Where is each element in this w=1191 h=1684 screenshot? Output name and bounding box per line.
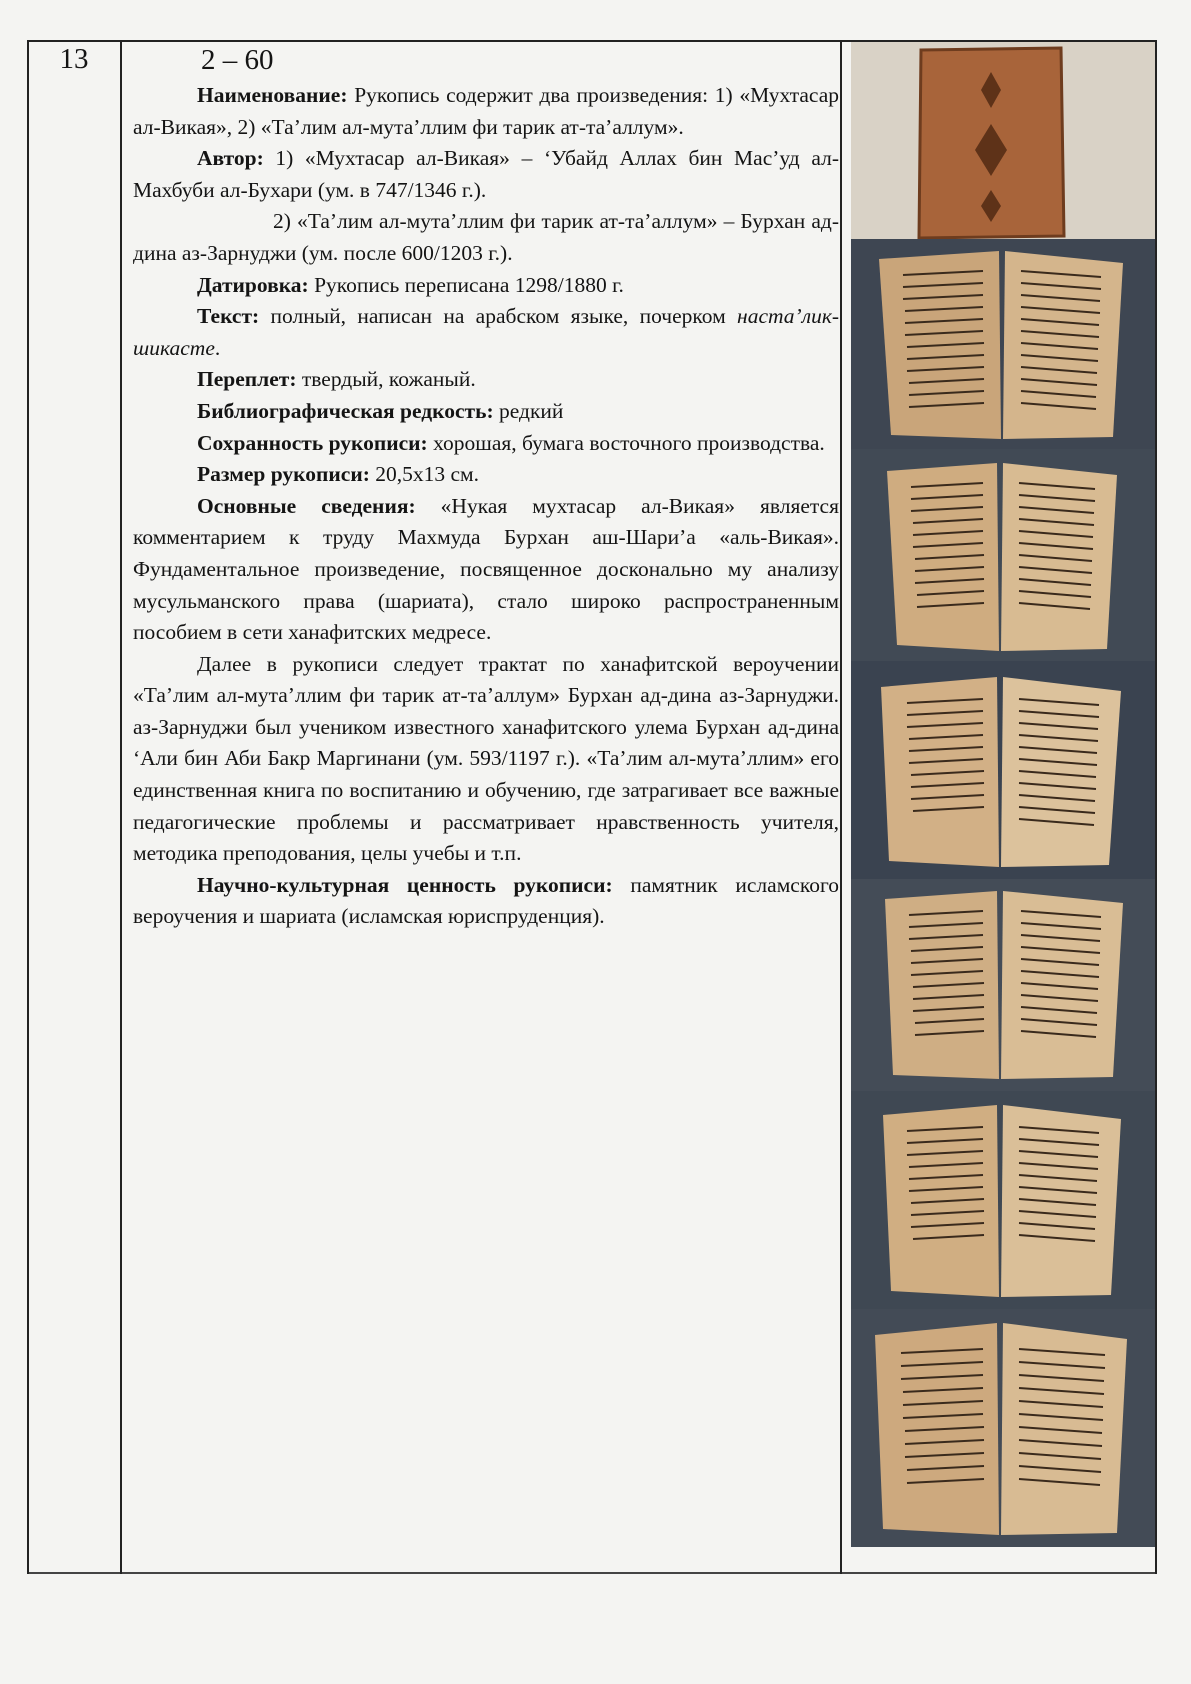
field-name: Наименование: Рукопись содержит два произведения: 1) «Мухтасар ал-Викая», 2) «Та’лим ал-мута’ллим фи тарик ат-та’аллум».	[133, 83, 839, 139]
field-author: Автор: 1) «Мухтасар ал-Викая» – ‘Убайд Аллах бин Мас’уд ал-Махбуби ал-Бухари (ум. в 747/1346 г.).	[133, 146, 839, 202]
photo-open-6	[851, 1309, 1155, 1547]
field-dating: Датировка: Рукопись переписана 1298/1880 г.	[197, 272, 624, 297]
field-condition: Сохранность рукописи: хорошая, бумага восточного производства.	[197, 430, 825, 455]
field-value: Научно-культурная ценность рукописи: памятник исламского вероучения и шариата (исламская юриспруденция).	[133, 872, 839, 929]
field-rarity: Библиографическая редкость: редкий	[197, 398, 564, 423]
entry-number: 13	[59, 43, 89, 75]
table-border-right	[1155, 40, 1157, 1574]
field-text: Текст: полный, написан на арабском языке, почерком наста’лик-шикасте.	[133, 304, 840, 360]
table-border-left	[27, 40, 29, 1574]
photo-open-1	[851, 239, 1155, 449]
photo-column	[851, 42, 1155, 1547]
photo-open-5	[851, 1091, 1155, 1309]
field-further: Далее в рукописи следует трактат по ханафитской вероучении «Та’лим ал-мута’ллим фи тарик ат-та’аллум» Бурхан ад-дина аз-Зарнуджи. аз-Зарнуджи был учеником известного ханафитского улема Бурхан ад-дина ‘Али бин Аби Бакр Маргинани (ум. 593/1197 г.). «Та’лим ал-мута’ллим» его единственная книга по воспитанию и обучению, где затрагивает все важные педагогические проблемы и рассматривает нравственность учителя, методика преподования, целы учебы и т.п.	[133, 651, 839, 866]
photo-open-3	[851, 661, 1155, 879]
column-divider-1	[120, 40, 122, 1574]
field-size: Размер рукописи: 20,5х13 см.	[197, 462, 480, 487]
photo-open-2	[851, 449, 1155, 661]
field-info: Основные сведения: «Нукая мухтасар ал-Викая» является комментарием к труду Махмуда Бурхан аш-Шари’а «аль-Викая». Фундаментальное произведение, посвященное досконально му анализу мусульманского права (шариата), стало широко распространенным пособием в сети ханафитских медресе.	[133, 493, 839, 645]
sheet-range: 2 – 60	[201, 44, 274, 76]
table-border-bottom	[27, 1572, 1156, 1574]
column-divider-2	[840, 40, 842, 1574]
field-binding: Переплет: твердый, кожаный.	[197, 367, 476, 392]
field-author-2: 2) «Та’лим ал-мута’ллим фи тарик ат-та’аллум» – Бурхан ад-дина аз-Зарнуджи (ум. после 600/1203 г.).	[133, 209, 839, 265]
description-column	[133, 42, 839, 933]
photo-cover	[851, 42, 1155, 239]
photo-open-4	[851, 879, 1155, 1091]
